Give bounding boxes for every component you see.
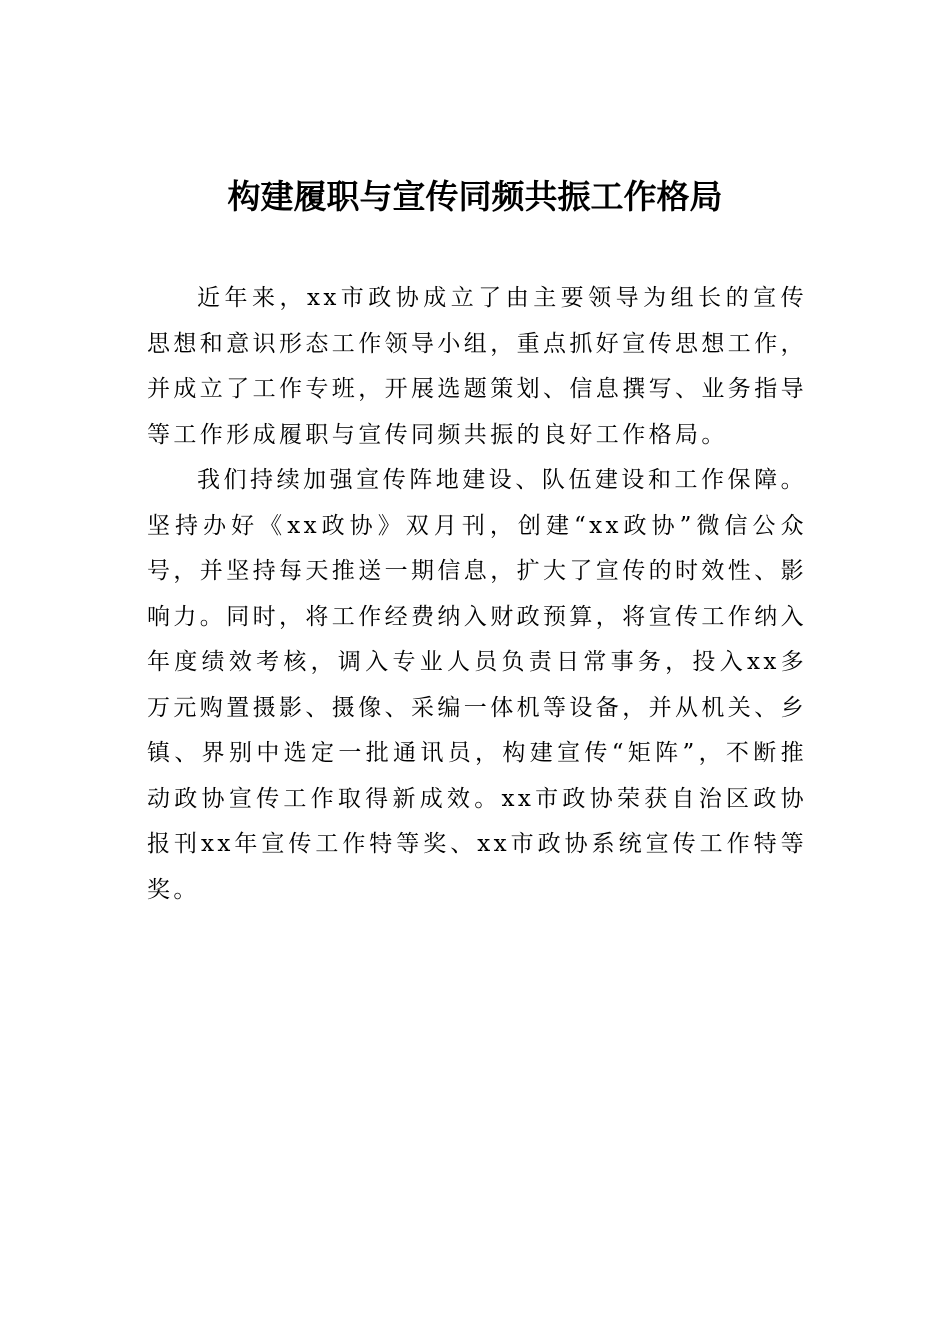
paragraph-1: 近年来，xx市政协成立了由主要领导为组长的宣传思想和意识形态工作领导小组，重点抓好宣传思想工作，并成立了工作专班，开展选题策划、信息撰写、业务指导等工作形成履职与宣传同频共振的良好工作格局。	[147, 285, 807, 448]
paragraph-2: 我们持续加强宣传阵地建设、队伍建设和工作保障。坚持办好《xx政协》双月刊，创建“xx政协”微信公众号，并坚持每天推送一期信息，扩大了宣传的时效性、影响力。同时，将工作经费纳入财政预算，将宣传工作纳入年度绩效考核，调入专业人员负责日常事务，投入xx多万元购置摄影、摄像、采编一体机等设备，并从机关、乡镇、界别中选定一批通讯员，构建宣传“矩阵”，不断推动政协宣传工作取得新成效。xx市政协荣获自治区政协报刊xx年宣传工作特等奖、xx市政协系统宣传工作特等奖。	[147, 467, 807, 903]
document-title: 构建履职与宣传同频共振工作格局	[227, 177, 723, 216]
document-body	[147, 276, 807, 913]
